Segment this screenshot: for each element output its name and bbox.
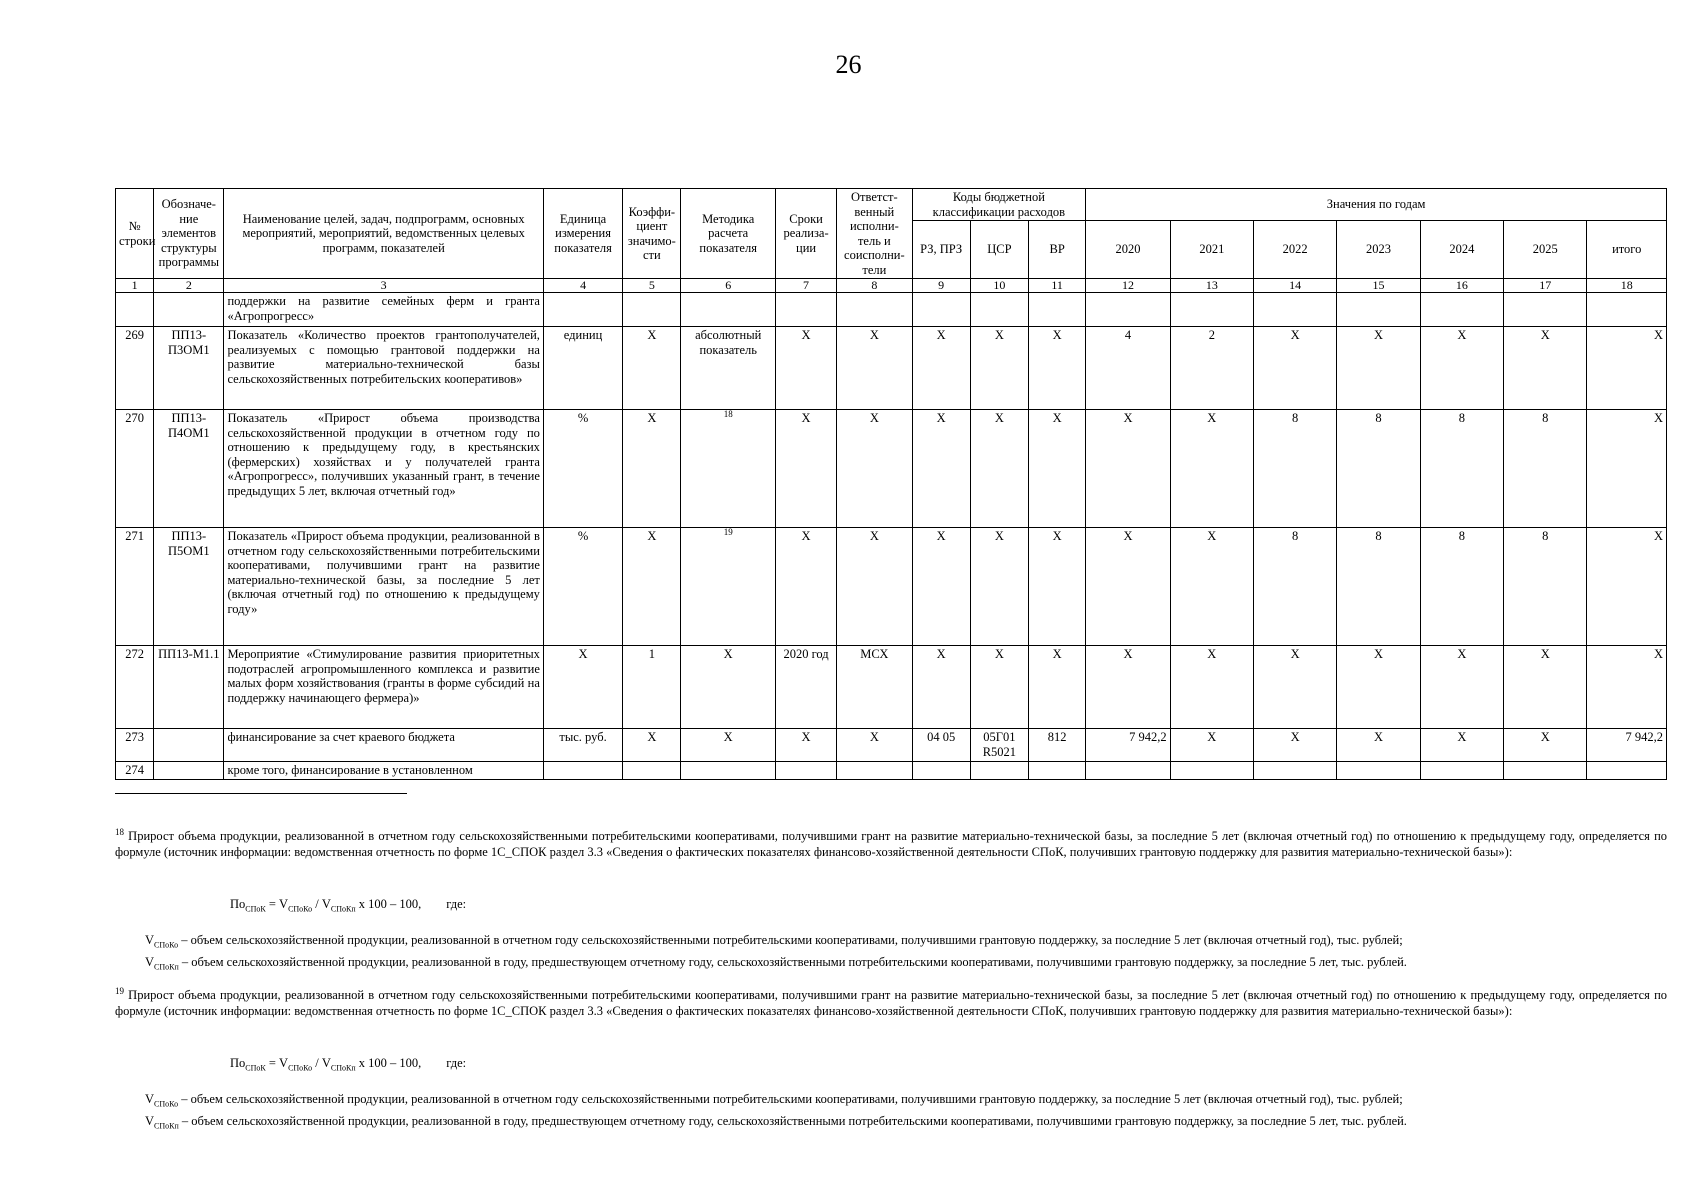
column-number: 1	[116, 279, 154, 293]
cell-year-value: X	[1337, 729, 1420, 762]
table-cell	[1254, 293, 1337, 327]
cell-terms: X	[775, 410, 836, 528]
cell-code-rz: X	[912, 410, 970, 528]
header-coefficient: Коэффи-циент значимо-сти	[623, 189, 681, 279]
table-row	[116, 528, 1667, 646]
cell-terms: 2020 год	[775, 646, 836, 729]
continuation-row	[116, 293, 1667, 327]
cell-year-value: X	[1337, 327, 1420, 410]
column-number: 6	[681, 279, 775, 293]
footnote-body: Прирост объема продукции, реализованной в отчетном году сельскохозяйственными потребительскими кооперативами, получившими грант на развитие материально-технической базы, за последние 5 лет (включая отчетный год) по отношению к предыдущему году, определяется по формуле (источник информации: ведомственная отчетность по форме 1С_СПОК раздел 3.3 «Сведения о фактических показателях финансово-хозяйственной деятельности СПоК, получивших грантовую поддержку для развития материально-технической базы»):	[115, 988, 1668, 1018]
cell-code-vr: X	[1029, 646, 1086, 729]
definition-var: V	[145, 1092, 155, 1106]
cell-year-value: 4	[1086, 327, 1170, 410]
cell-year-value: 8	[1420, 528, 1503, 646]
cell-year-value: 8	[1254, 528, 1337, 646]
cell-responsible: МСХ	[837, 646, 912, 729]
cell-year-value	[1170, 762, 1253, 780]
cell-unit: %	[543, 528, 622, 646]
header-code-vr: ВР	[1029, 221, 1086, 279]
formula-part: / V	[312, 897, 331, 911]
column-number: 2	[154, 279, 224, 293]
header-unit: Единица измерения показателя	[543, 189, 622, 279]
cell-designation	[154, 762, 224, 780]
table-cell	[970, 293, 1028, 327]
definition-text: – объем сельскохозяйственной продукции, реализованной в отчетном году сельскохозяйственными потребительскими кооперативами, получившими грантовую поддержку, за последние 5 лет (включая отчетный год), тыс. рублей;	[178, 1092, 1403, 1106]
definition-sub: СПоКп	[154, 962, 179, 971]
table-cell	[154, 293, 224, 327]
formula-sub: СПоК	[245, 904, 266, 914]
formula-lhs: По	[230, 897, 246, 911]
cell-code-vr: X	[1029, 410, 1086, 528]
definition-text: – объем сельскохозяйственной продукции, реализованной в отчетном году сельскохозяйственными потребительскими кооперативами, получившими грантовую поддержку, за последние 5 лет (включая отчетный год), тыс. рублей;	[178, 933, 1403, 947]
cell-unit: тыс. руб.	[543, 729, 622, 762]
formula-definitions	[145, 1091, 1407, 1134]
header-year: 2021	[1170, 221, 1253, 279]
cell-year-value: X	[1254, 729, 1337, 762]
cell-year-value: 8	[1420, 410, 1503, 528]
column-number: 10	[970, 279, 1028, 293]
cell-year-value: 8	[1504, 410, 1587, 528]
cell-code-csr: X	[970, 646, 1028, 729]
cell-code-csr: X	[970, 528, 1028, 646]
column-number: 15	[1337, 279, 1420, 293]
program-indicators-table	[115, 188, 1667, 780]
cell-year-value	[1420, 762, 1503, 780]
cell-year-value: X	[1504, 327, 1587, 410]
header-total: итого	[1587, 221, 1667, 279]
column-number: 9	[912, 279, 970, 293]
cell-unit: X	[543, 646, 622, 729]
cell-row-number: 272	[116, 646, 154, 729]
formula-sub: СПоКп	[330, 1063, 356, 1073]
cell-name: Показатель «Прирост объема производства сельскохозяйственной продукции в отчетном году по отношению к предыдущему году, в крестьянских (фермерских) хозяйствах и у получателей гранта «Агропрогресс», получивших указанный грант, в течение предыдущих 5 лет, включая отчетный год»	[224, 410, 543, 528]
column-number: 13	[1170, 279, 1253, 293]
cell-total: 7 942,2	[1587, 729, 1667, 762]
cell-coefficient: 1	[623, 646, 681, 729]
cell-row-number: 269	[116, 327, 154, 410]
column-number: 16	[1420, 279, 1503, 293]
cell-designation: ПП13-П5ОМ1	[154, 528, 224, 646]
cell-method	[681, 646, 775, 729]
cell-method	[681, 327, 775, 410]
table-cell	[116, 293, 154, 327]
formula	[230, 897, 466, 914]
definition-line	[145, 1091, 1407, 1113]
cell-year-value: 7 942,2	[1086, 729, 1170, 762]
header-year: 2025	[1504, 221, 1587, 279]
method-text: абсолютный показатель	[695, 328, 762, 357]
column-number-row	[116, 279, 1667, 293]
header-year: 2023	[1337, 221, 1420, 279]
header-budget-codes: Коды бюджетной классификации расходов	[912, 189, 1086, 221]
table-cell-name: поддержки на развитие семейных ферм и гранта «Агропрогресс»	[224, 293, 543, 327]
cell-code-rz: X	[912, 327, 970, 410]
cell-coefficient: X	[623, 410, 681, 528]
column-number: 11	[1029, 279, 1086, 293]
cell-coefficient: X	[623, 327, 681, 410]
table-cell	[1587, 293, 1667, 327]
cell-method	[681, 762, 775, 780]
header-responsible: Ответст-венный исполни-тель и соисполни-тели	[837, 189, 912, 279]
cell-terms: X	[775, 729, 836, 762]
formula-part: = V	[265, 897, 289, 911]
formula-part: х 100 – 100, где:	[355, 897, 467, 911]
cell-year-value: 8	[1337, 410, 1420, 528]
cell-year-value: X	[1086, 646, 1170, 729]
cell-total: X	[1587, 410, 1667, 528]
cell-year-value: X	[1420, 729, 1503, 762]
cell-responsible: X	[837, 528, 912, 646]
footnote-body: Прирост объема продукции, реализованной в отчетном году сельскохозяйственными потребительскими кооперативами, получившими грант на развитие материально-технической базы, за последние 5 лет (включая отчетный год) по отношению к предыдущему году, определяется по формуле (источник информации: ведомственная отчетность по форме 1С_СПОК раздел 3.3 «Сведения о фактических показателях финансово-хозяйственной деятельности СПоК, получивших грантовую поддержку для развития материально-технической базы»):	[115, 829, 1668, 859]
column-number: 14	[1254, 279, 1337, 293]
cell-responsible: X	[837, 729, 912, 762]
definition-text: – объем сельскохозяйственной продукции, реализованной в году, предшествующем отчетному году, сельскохозяйственными потребительскими кооперативами, получившими грантовую поддержку, за последние 5 лет, тыс. рублей.	[178, 1113, 1407, 1128]
cell-code-csr: X	[970, 410, 1028, 528]
cell-year-value: 8	[1254, 410, 1337, 528]
cell-year-value: X	[1504, 646, 1587, 729]
cell-year-value	[1254, 762, 1337, 780]
cell-responsible	[837, 762, 912, 780]
formula-definitions	[145, 932, 1407, 975]
column-number: 3	[224, 279, 543, 293]
cell-unit: единиц	[543, 327, 622, 410]
column-number: 7	[775, 279, 836, 293]
cell-year-value	[1086, 762, 1170, 780]
header-name: Наименование целей, задач, подпрограмм, основных мероприятий, мероприятий, ведомственных целевых программ, показателей	[224, 189, 543, 279]
footnote-text	[115, 828, 1667, 860]
cell-year-value: 2	[1170, 327, 1253, 410]
cell-code-rz: X	[912, 528, 970, 646]
table-row	[116, 410, 1667, 528]
column-number: 8	[837, 279, 912, 293]
table-cell	[912, 293, 970, 327]
cell-code-rz: 04 05	[912, 729, 970, 762]
cell-year-value: X	[1337, 646, 1420, 729]
definition-sub: СПоКо	[154, 940, 179, 950]
cell-responsible: X	[837, 327, 912, 410]
cell-year-value: X	[1420, 327, 1503, 410]
cell-year-value	[1504, 762, 1587, 780]
formula-sub: СПоКп	[330, 904, 356, 914]
cell-name: финансирование за счет краевого бюджета	[224, 729, 543, 762]
footnote-reference[interactable]: 19	[723, 526, 733, 537]
cell-name: Показатель «Прирост объема продукции, реализованной в отчетном году сельскохозяйственными потребительскими кооперативами, получившими грант на развитие материально-технической базы, за последние 5 лет (включая отчетный год) по отношению к предыдущему году»	[224, 528, 543, 646]
header-designation: Обозначе-ние элементов структуры программы	[154, 189, 224, 279]
cell-year-value: X	[1170, 528, 1253, 646]
cell-total: X	[1587, 528, 1667, 646]
cell-coefficient	[623, 762, 681, 780]
cell-terms	[775, 762, 836, 780]
cell-code-vr: X	[1029, 327, 1086, 410]
column-number: 4	[543, 279, 622, 293]
formula-part: х 100 – 100, где:	[355, 1056, 467, 1070]
cell-year-value: X	[1170, 729, 1253, 762]
cell-year-value: X	[1420, 646, 1503, 729]
cell-code-csr: 05Г01 R5021	[970, 729, 1028, 762]
cell-method	[681, 410, 775, 528]
header-year: 2024	[1420, 221, 1503, 279]
cell-year-value: X	[1254, 646, 1337, 729]
cell-designation: ПП13-М1.1	[154, 646, 224, 729]
cell-row-number: 271	[116, 528, 154, 646]
cell-code-vr: 812	[1029, 729, 1086, 762]
cell-year-value: X	[1086, 410, 1170, 528]
cell-unit: %	[543, 410, 622, 528]
definition-var: V	[145, 933, 155, 947]
header-values-by-year: Значения по годам	[1086, 189, 1667, 221]
cell-row-number: 273	[116, 729, 154, 762]
footnote-separator	[115, 793, 407, 794]
column-number: 5	[623, 279, 681, 293]
cell-year-value: X	[1086, 528, 1170, 646]
cell-year-value: X	[1170, 410, 1253, 528]
table-cell	[1504, 293, 1587, 327]
header-method: Методика расчета показателя	[681, 189, 775, 279]
formula-lhs: По	[230, 1056, 246, 1070]
cell-name: Мероприятие «Стимулирование развития приоритетных подотраслей агропромышленного комплекса и развитие малых форм хозяйствования (гранты в форме субсидий на поддержку начинающего фермера)»	[224, 646, 543, 729]
footnote-reference[interactable]: 18	[723, 408, 733, 419]
cell-method	[681, 528, 775, 646]
header-year: 2022	[1254, 221, 1337, 279]
definition-text: – объем сельскохозяйственной продукции, реализованной в году, предшествующем отчетному году, сельскохозяйственными потребительскими кооперативами, получившими грантовую поддержку, за последние 5 лет, тыс. рублей.	[178, 954, 1407, 969]
footnote-mark: 19	[115, 985, 124, 996]
table-cell	[623, 293, 681, 327]
cell-code-vr: X	[1029, 528, 1086, 646]
table-cell	[543, 293, 622, 327]
formula	[230, 1056, 466, 1073]
cell-designation: ПП13-П4ОМ1	[154, 410, 224, 528]
table-row	[116, 729, 1667, 762]
cell-terms: X	[775, 528, 836, 646]
definition-var: V	[145, 1113, 155, 1128]
cell-coefficient: X	[623, 729, 681, 762]
cell-responsible: X	[837, 410, 912, 528]
cell-name: кроме того, финансирование в установленном	[224, 762, 543, 780]
cell-method	[681, 729, 775, 762]
formula-sub: СПоК	[245, 1063, 266, 1073]
cell-total: X	[1587, 327, 1667, 410]
cell-row-number: 270	[116, 410, 154, 528]
cell-code-rz	[912, 762, 970, 780]
definition-var: V	[145, 954, 155, 969]
definition-sub: СПоКо	[154, 1099, 179, 1109]
table-cell	[1029, 293, 1086, 327]
cell-code-vr	[1029, 762, 1086, 780]
cell-year-value: 8	[1337, 528, 1420, 646]
formula-part: / V	[312, 1056, 331, 1070]
table-cell	[681, 293, 775, 327]
cell-code-csr	[970, 762, 1028, 780]
footnote-mark: 18	[115, 826, 124, 837]
formula-sub: СПоКо	[288, 904, 313, 914]
cell-code-rz: X	[912, 646, 970, 729]
definition-line	[145, 954, 1407, 976]
cell-year-value	[1337, 762, 1420, 780]
column-number: 18	[1587, 279, 1667, 293]
cell-unit	[543, 762, 622, 780]
cell-coefficient: X	[623, 528, 681, 646]
table-cell	[837, 293, 912, 327]
definition-sub: СПоКп	[154, 1121, 179, 1130]
definition-line	[145, 932, 1407, 954]
column-number: 17	[1504, 279, 1587, 293]
table-cell	[775, 293, 836, 327]
method-text: X	[723, 730, 733, 744]
cell-year-value: X	[1504, 729, 1587, 762]
cell-designation	[154, 729, 224, 762]
cell-row-number: 274	[116, 762, 154, 780]
cell-code-csr: X	[970, 327, 1028, 410]
header-row-number: № строки	[116, 189, 154, 279]
table-cell	[1420, 293, 1503, 327]
cell-designation: ПП13-П3ОМ1	[154, 327, 224, 410]
table-row	[116, 327, 1667, 410]
formula-sub: СПоКо	[288, 1063, 313, 1073]
cell-terms: X	[775, 327, 836, 410]
cell-name: Показатель «Количество проектов грантополучателей, реализуемых с помощью грантовой поддержки на развитие материально-технической базы сельскохозяйственных потребительских кооперативов»	[224, 327, 543, 410]
table-cell	[1086, 293, 1170, 327]
footnote-text	[115, 987, 1667, 1019]
header-code-csr: ЦСР	[970, 221, 1028, 279]
table-cell	[1170, 293, 1253, 327]
page-number: 26	[835, 50, 862, 79]
table-row	[116, 762, 1667, 780]
cell-year-value: X	[1254, 327, 1337, 410]
definition-line	[145, 1113, 1407, 1135]
table-cell	[1337, 293, 1420, 327]
cell-year-value: X	[1170, 646, 1253, 729]
cell-total: X	[1587, 646, 1667, 729]
formula-part: = V	[265, 1056, 289, 1070]
header-year: 2020	[1086, 221, 1170, 279]
header-terms: Сроки реализа-ции	[775, 189, 836, 279]
method-text: X	[723, 647, 733, 661]
column-number: 12	[1086, 279, 1170, 293]
header-code-rz: РЗ, ПРЗ	[912, 221, 970, 279]
cell-total	[1587, 762, 1667, 780]
table-row	[116, 646, 1667, 729]
cell-year-value: 8	[1504, 528, 1587, 646]
